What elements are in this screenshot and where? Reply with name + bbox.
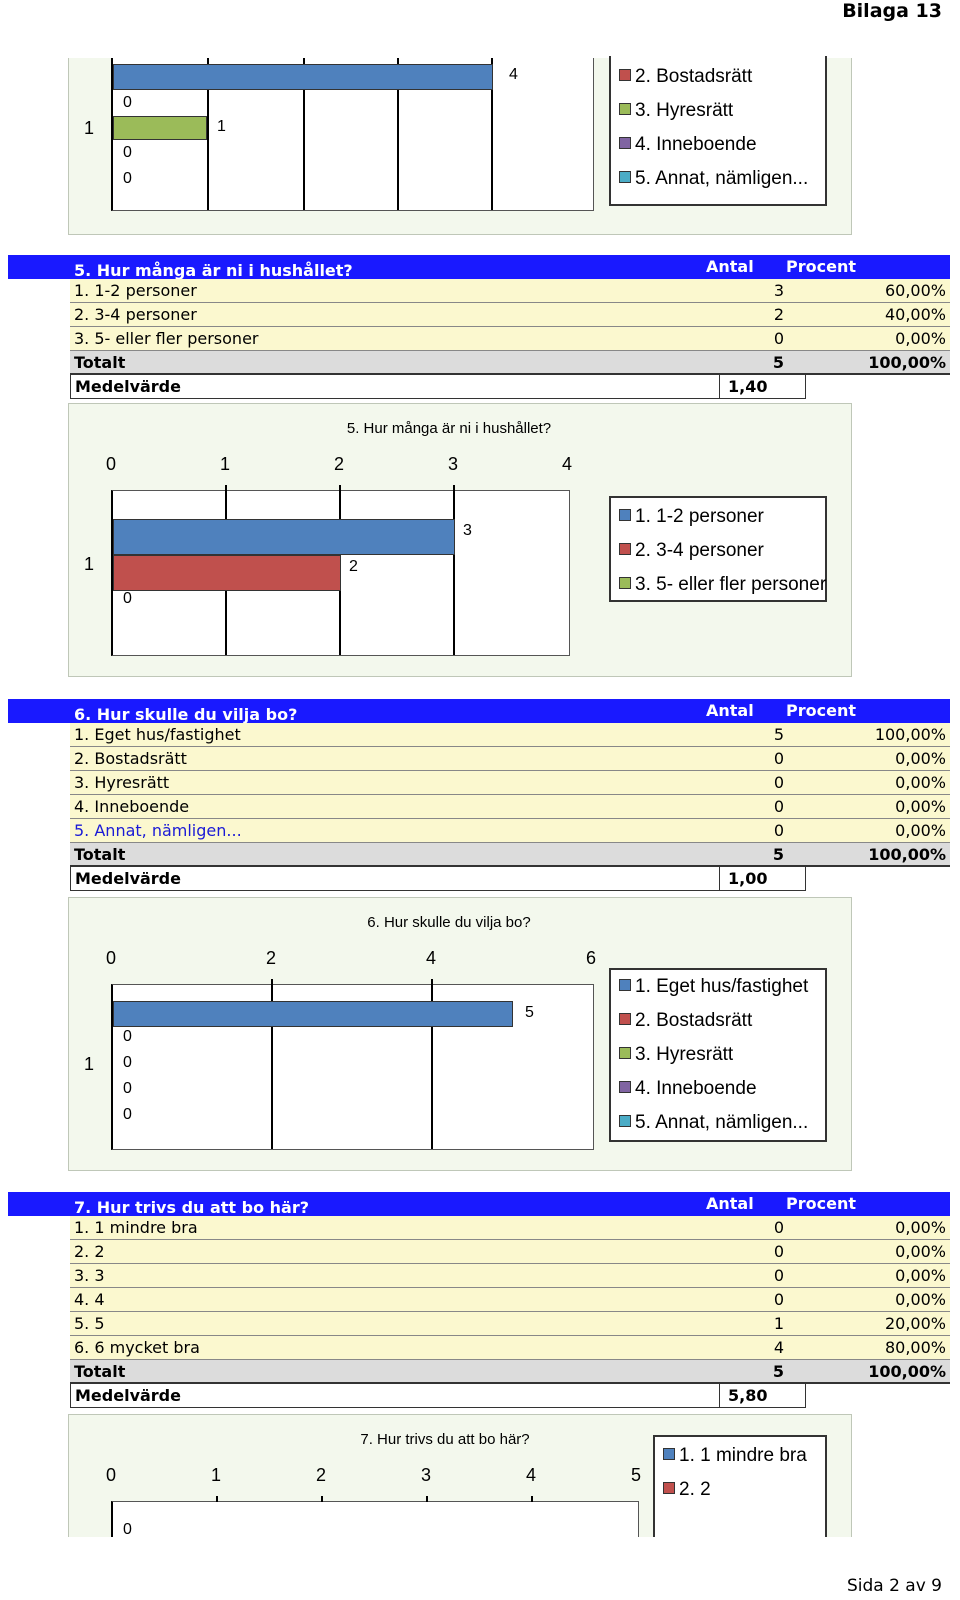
- option-row: [8, 1288, 950, 1312]
- total-label: Totalt: [70, 351, 730, 375]
- legend-item: 4. Inneboende: [635, 1078, 757, 1099]
- option-label: 2. 3-4 personer: [70, 303, 730, 327]
- chart-legend: [609, 496, 827, 602]
- bar-value-label: 0: [123, 144, 132, 161]
- col-procent-header: Procent: [786, 1194, 856, 1213]
- chart-panel-q5: [68, 403, 852, 677]
- option-label: 5. 5: [70, 1312, 730, 1336]
- option-antal: 0: [730, 747, 788, 771]
- option-antal: 0: [730, 1216, 788, 1240]
- q7-table: [8, 1192, 950, 1414]
- legend-swatch: [619, 577, 631, 589]
- chart-title: 6. Hur skulle du vilja bo?: [367, 914, 531, 931]
- total-antal: 5: [730, 351, 788, 375]
- bar-value-label: 4: [509, 66, 518, 83]
- question-row: [8, 255, 950, 279]
- option-procent: 0,00%: [788, 1216, 950, 1240]
- legend-swatch: [619, 1047, 631, 1059]
- bar-value-label: 0: [123, 1080, 132, 1097]
- axis-tick-label: 4: [561, 454, 573, 474]
- legend-swatch: [619, 103, 631, 115]
- legend-swatch: [619, 543, 631, 555]
- legend-item: 1. 1-2 personer: [635, 506, 764, 527]
- option-row: [8, 279, 950, 303]
- option-label: 3. 3: [70, 1264, 730, 1288]
- question-title: 7. Hur trivs du att bo här?: [74, 1198, 310, 1216]
- legend-item: 2. 3-4 personer: [635, 540, 764, 561]
- legend-swatch: [619, 509, 631, 521]
- chart-title: 7. Hur trivs du att bo här?: [360, 1431, 530, 1448]
- chart-panel-q6: [68, 897, 852, 1171]
- question-title: 5. Hur många är ni i hushållet?: [74, 261, 353, 279]
- axis-tick-label: 0: [105, 1465, 117, 1485]
- legend-swatch: [663, 1482, 675, 1494]
- bar-value-label: 0: [123, 1521, 132, 1537]
- option-row: [8, 747, 950, 771]
- page-header: Bilaga 13: [842, 0, 942, 22]
- option-antal: 0: [730, 819, 788, 843]
- axis-tick-label: 5: [630, 1465, 642, 1485]
- total-row: [8, 351, 950, 375]
- option-procent: 60,00%: [788, 279, 950, 303]
- option-procent: 0,00%: [788, 771, 950, 795]
- legend-swatch: [619, 1013, 631, 1025]
- bar-value-label: 0: [123, 1106, 132, 1123]
- chart-legend: [609, 968, 827, 1142]
- col-procent-header: Procent: [786, 701, 856, 720]
- q5-table: [8, 255, 950, 405]
- bar-value-label: 0: [123, 1054, 132, 1071]
- legend-item: 3. Hyresrätt: [635, 100, 734, 121]
- option-row: [8, 771, 950, 795]
- option-procent: 0,00%: [788, 1288, 950, 1312]
- plot-area: [111, 984, 594, 1150]
- option-procent: 40,00%: [788, 303, 950, 327]
- option-row: [8, 303, 950, 327]
- bar-1-2-personer: [113, 519, 455, 555]
- legend-item: 3. Hyresrätt: [635, 1044, 734, 1065]
- legend-item: 3. 5- eller fler personer: [635, 574, 827, 595]
- mean-value: 1,40: [720, 375, 806, 399]
- legend-item: 2. Bostadsrätt: [635, 1010, 753, 1031]
- question-title: 6. Hur skulle du vilja bo?: [74, 705, 298, 723]
- legend-swatch: [619, 979, 631, 991]
- option-row: [8, 1240, 950, 1264]
- legend-swatch: [663, 1448, 675, 1460]
- col-antal-header: Antal: [706, 701, 754, 720]
- option-label: 4. Inneboende: [70, 795, 730, 819]
- option-label: 3. 5- eller fler personer: [70, 327, 730, 351]
- chart-panel-housing-current: [68, 58, 852, 235]
- chart-panel-q7: [68, 1414, 852, 1537]
- bar-eget-hus: [113, 1001, 513, 1027]
- legend-swatch: [619, 1081, 631, 1093]
- total-procent: 100,00%: [788, 351, 950, 375]
- legend-item: 2. Bostadsrätt: [635, 66, 753, 87]
- mean-label: Medelvärde: [70, 1384, 720, 1408]
- legend-swatch: [619, 137, 631, 149]
- option-procent: 0,00%: [788, 819, 950, 843]
- option-label: 2. Bostadsrätt: [70, 747, 730, 771]
- plot-area: [111, 58, 594, 211]
- bar-series-1: [113, 64, 493, 90]
- option-label: 4. 4: [70, 1288, 730, 1312]
- option-antal: 0: [730, 1240, 788, 1264]
- bar-value-label: 0: [123, 170, 132, 187]
- option-label-link[interactable]: 5. Annat, nämligen...: [70, 819, 730, 843]
- legend-swatch: [619, 69, 631, 81]
- axis-tick-label: 0: [105, 454, 117, 474]
- option-row: [8, 795, 950, 819]
- total-row: [8, 843, 950, 867]
- col-procent-header: Procent: [786, 257, 856, 276]
- question-row: [8, 699, 950, 723]
- total-procent: 100,00%: [788, 843, 950, 867]
- legend-item: 5. Annat, nämligen...: [635, 168, 809, 189]
- option-antal: 0: [730, 1288, 788, 1312]
- category-label: 1: [83, 118, 95, 138]
- axis-tick-label: 2: [333, 454, 345, 474]
- option-antal: 4: [730, 1336, 788, 1360]
- axis-tick-label: 4: [525, 1465, 537, 1485]
- legend-item: 1. Eget hus/fastighet: [635, 976, 809, 997]
- option-procent: 80,00%: [788, 1336, 950, 1360]
- option-procent: 0,00%: [788, 1264, 950, 1288]
- total-label: Totalt: [70, 1360, 730, 1384]
- total-procent: 100,00%: [788, 1360, 950, 1384]
- option-row: [8, 327, 950, 351]
- option-row: [8, 723, 950, 747]
- option-row: [8, 1336, 950, 1360]
- plot-area: [111, 1501, 639, 1537]
- legend-swatch: [619, 1115, 631, 1127]
- plot-area: [111, 490, 570, 656]
- bar-value-label: 0: [123, 590, 132, 607]
- col-antal-header: Antal: [706, 257, 754, 276]
- axis-tick-label: 3: [420, 1465, 432, 1485]
- total-antal: 5: [730, 843, 788, 867]
- axis-tick-label: 1: [210, 1465, 222, 1485]
- mean-value: 1,00: [720, 867, 806, 891]
- legend-item: 5. Annat, nämligen...: [635, 1112, 809, 1133]
- category-label: 1: [83, 1054, 95, 1074]
- col-antal-header: Antal: [706, 1194, 754, 1213]
- option-label: 1. Eget hus/fastighet: [70, 723, 730, 747]
- bar-value-label: 5: [525, 1004, 534, 1021]
- option-label: 6. 6 mycket bra: [70, 1336, 730, 1360]
- option-row: [8, 1264, 950, 1288]
- bar-value-label: 1: [217, 118, 226, 135]
- category-label: 1: [83, 554, 95, 574]
- legend-item: 2. 2: [679, 1479, 711, 1500]
- option-antal: 1: [730, 1312, 788, 1336]
- option-antal: 0: [730, 1264, 788, 1288]
- mean-label: Medelvärde: [70, 375, 720, 399]
- axis-tick-label: 1: [219, 454, 231, 474]
- option-antal: 0: [730, 795, 788, 819]
- bar-value-label: 3: [463, 522, 472, 539]
- option-row: [8, 1216, 950, 1240]
- option-procent: 0,00%: [788, 795, 950, 819]
- option-procent: 0,00%: [788, 1240, 950, 1264]
- axis-tick-label: 0: [105, 948, 117, 968]
- bar-3-4-personer: [113, 555, 341, 591]
- q6-table: [8, 699, 950, 897]
- legend-item: 1. 1 mindre bra: [679, 1445, 807, 1466]
- page-footer: Sida 2 av 9: [846, 1576, 942, 1596]
- legend-item: 4. Inneboende: [635, 134, 757, 155]
- mean-value: 5,80: [720, 1384, 806, 1408]
- axis-tick-label: 4: [425, 948, 437, 968]
- option-procent: 100,00%: [788, 723, 950, 747]
- total-row: [8, 1360, 950, 1384]
- option-antal: 2: [730, 303, 788, 327]
- option-label: 1. 1-2 personer: [70, 279, 730, 303]
- bar-value-label: 0: [123, 94, 132, 111]
- axis-tick-label: 6: [585, 948, 597, 968]
- option-row: [8, 1312, 950, 1336]
- axis-tick-label: 3: [447, 454, 459, 474]
- axis-tick-label: 2: [265, 948, 277, 968]
- legend-swatch: [619, 171, 631, 183]
- mean-label: Medelvärde: [70, 867, 720, 891]
- option-antal: 0: [730, 327, 788, 351]
- option-label: 1. 1 mindre bra: [70, 1216, 730, 1240]
- option-procent: 0,00%: [788, 747, 950, 771]
- chart-legend: [653, 1435, 827, 1537]
- total-antal: 5: [730, 1360, 788, 1384]
- question-row: [8, 1192, 950, 1216]
- option-antal: 3: [730, 279, 788, 303]
- chart-title: 5. Hur många är ni i hushållet?: [346, 420, 552, 437]
- bar-value-label: 2: [349, 558, 358, 575]
- bar-value-label: 0: [123, 1028, 132, 1045]
- option-procent: 0,00%: [788, 327, 950, 351]
- option-label: 3. Hyresrätt: [70, 771, 730, 795]
- option-procent: 20,00%: [788, 1312, 950, 1336]
- option-row: [8, 819, 950, 843]
- chart-legend: [609, 56, 827, 206]
- option-antal: 0: [730, 771, 788, 795]
- axis-tick-label: 2: [315, 1465, 327, 1485]
- option-label: 2. 2: [70, 1240, 730, 1264]
- option-antal: 5: [730, 723, 788, 747]
- bar-series-3: [113, 116, 207, 140]
- total-label: Totalt: [70, 843, 730, 867]
